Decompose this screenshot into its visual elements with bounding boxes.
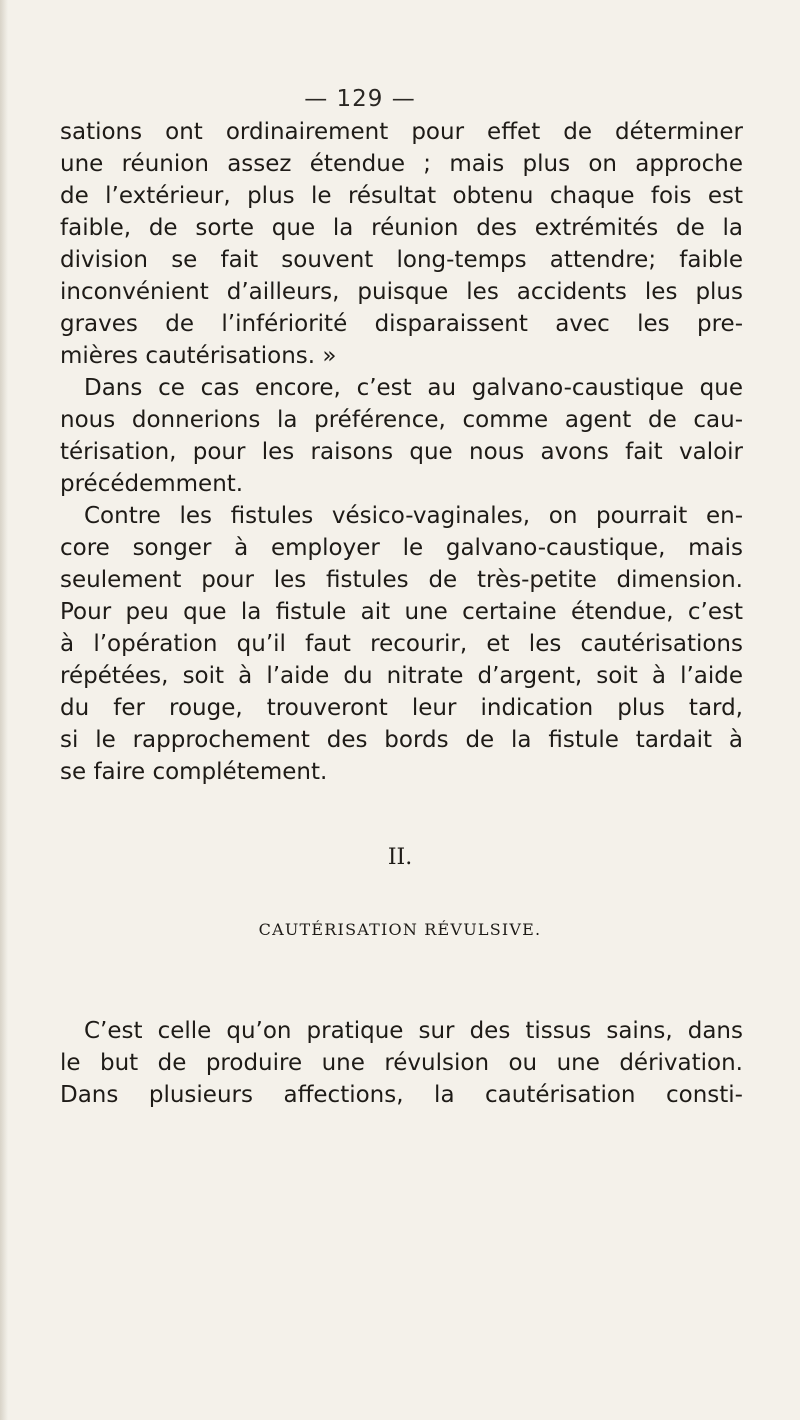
section-number: II. (387, 845, 413, 870)
text-line: Contre les fistules vésico-vaginales, on pourrait en- (84, 503, 743, 529)
text-line: le but de produire une révulsion ou une dérivation. (60, 1050, 743, 1076)
text-line: Dans ce cas encore, c’est au galvano-caustique que (84, 375, 743, 401)
text-line: C’est celle qu’on pratique sur des tissus sains, dans (84, 1018, 743, 1044)
text-line: graves de l’infériorité disparaissent avec les pre- (60, 311, 743, 337)
text-line: mières cautérisations. » (60, 343, 337, 369)
text-line: sations ont ordinairement pour effet de déterminer (60, 119, 743, 145)
text-line: division se fait souvent long-temps attendre; faible (60, 247, 743, 273)
text-line: se faire complétement. (60, 759, 328, 785)
text-line: Pour peu que la fistule ait une certaine étendue, c’est (60, 599, 743, 625)
text-line: Dans plusieurs affections, la cautérisation consti- (60, 1082, 743, 1108)
text-line: si le rapprochement des bords de la fistule tardait à (60, 727, 743, 753)
body-text-top (60, 116, 743, 788)
text-line: précédemment. (60, 471, 244, 497)
text-line: une réunion assez étendue ; mais plus on approche (60, 151, 743, 177)
text-line: faible, de sorte que la réunion des extrémités de la (60, 215, 743, 241)
body-text-bottom (60, 1015, 743, 1111)
text-line: core songer à employer le galvano-caustique, mais (60, 535, 743, 561)
text-line: seulement pour les fistules de très-petite dimension. (60, 567, 743, 593)
text-line: répétées, soit à l’aide du nitrate d’argent, soit à l’aide (60, 663, 743, 689)
text-line: à l’opération qu’il faut recourir, et les cautérisations (60, 631, 743, 657)
text-line: térisation, pour les raisons que nous avons fait valoir (60, 439, 743, 465)
text-line: de l’extérieur, plus le résultat obtenu chaque fois est (60, 183, 743, 209)
text-line: nous donnerions la préférence, comme agent de cau- (60, 407, 743, 433)
text-line: inconvénient d’ailleurs, puisque les accidents les plus (60, 279, 743, 305)
page-edge-shadow (0, 0, 8, 1420)
page-number: — 129 — (304, 86, 416, 112)
section-title: CAUTÉRISATION RÉVULSIVE. (258, 920, 542, 939)
text-line: du fer rouge, trouveront leur indication plus tard, (60, 695, 743, 721)
